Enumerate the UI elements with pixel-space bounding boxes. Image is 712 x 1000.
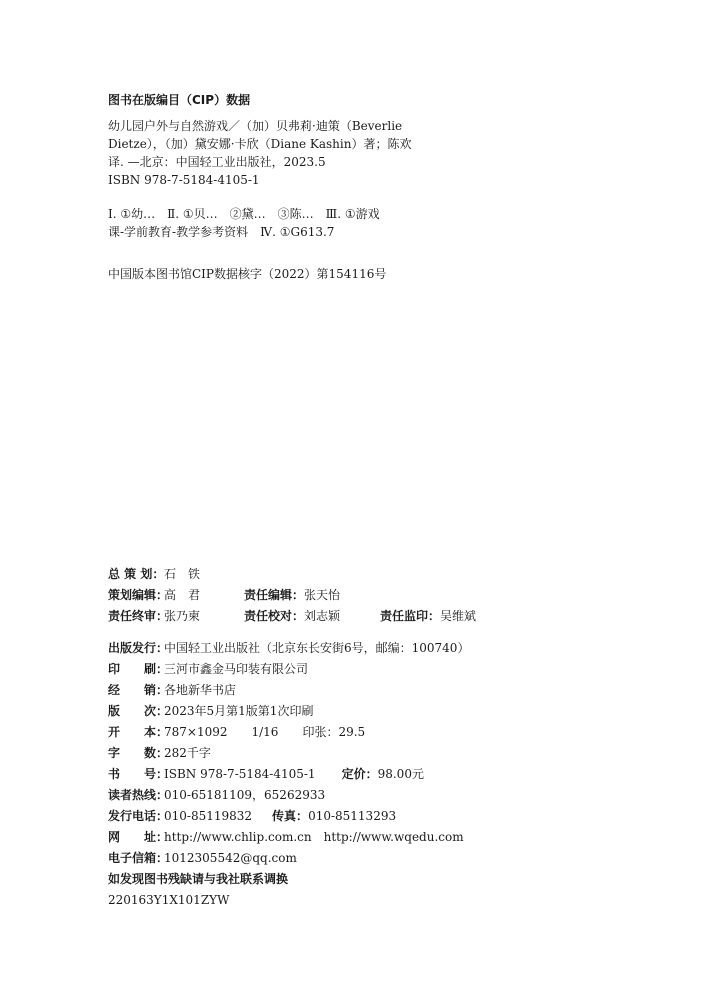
printer-label: 印 刷： [108,662,169,676]
isbn-row [108,764,548,785]
edition-label: 版 次： [108,704,169,718]
fax-value: 010-85113293 [308,809,397,823]
credit-row [108,564,548,585]
responsible-editor-label: 责任编辑： [244,588,305,602]
hotline-label: 读者热线： [108,788,169,802]
proofreader-label: 责任校对： [244,609,305,623]
price-label: 定价： [341,767,378,781]
cip-classification: Ⅰ. ①幼… Ⅱ. ①贝… ②黛… ③陈… Ⅲ. ①游戏 [108,207,380,221]
word-count-row [108,743,548,764]
code-row [108,890,548,911]
edition-value: 2023年5月第1版第1次印刷 [164,704,314,718]
fax-label: 传真： [272,809,309,823]
word-count-value: 282千字 [164,746,211,760]
credit-row [108,585,548,606]
email-row [108,848,548,869]
print-supervisor-value: 吴维斌 [440,609,477,623]
sales-value: 010-85119832 [164,809,253,823]
price-value: 98.00元 [377,767,424,781]
edition-row [108,701,548,722]
cip-line: Dietze），（加）黛安娜·卡欣（Diane Kashin）著；陈欢 [108,137,412,151]
format-label: 开 本： [108,725,169,739]
notice-row [108,869,548,890]
book-code: 220163Y1X101ZYW [108,893,230,907]
cip-isbn: ISBN 978-7-5184-4105-1 [108,173,260,187]
publisher-value: 中国轻工业出版社（北京东长安街6号，邮编：100740） [164,641,470,655]
cip-record-number: 中国版本图书馆CIP数据核字（2022）第154116号 [108,267,387,281]
distributor-label: 经 销： [108,683,169,697]
cip-title: 图书在版编目（CIP）数据 [108,93,251,107]
format-value: 787×1092 1/16 印张：29.5 [164,725,366,739]
isbn-value: ISBN 978-7-5184-4105-1 [164,767,316,781]
distributor-value: 各地新华书店 [164,683,237,697]
email-label: 电子信箱： [108,851,169,865]
cip-block [108,92,412,283]
cip-line: 译. —北京：中国轻工业出版社，2023.5 [108,155,326,169]
hotline-value: 010-65181109，65262933 [164,788,326,802]
cip-line: 幼儿园户外与自然游戏／（加）贝弗莉·迪策（Beverlie [108,119,403,133]
website-value: http://www.chlip.com.cn http://www.wqedu.com [164,830,464,844]
website-row [108,827,548,848]
imprint-block [108,564,548,911]
website-label: 网 址： [108,830,169,844]
planner-label: 总 策 划： [108,567,165,581]
word-count-label: 字 数： [108,746,169,760]
publisher-row [108,638,548,659]
sales-label: 发行电话： [108,809,169,823]
credit-row [108,606,548,627]
printer-value: 三河市鑫金马印装有限公司 [164,662,309,676]
final-review-label: 责任终审： [108,609,169,623]
sales-row [108,806,548,827]
planning-editor-label: 策划编辑： [108,588,169,602]
notice-text: 如发现图书残缺请与我社联系调换 [108,872,289,886]
print-supervisor-label: 责任监印： [380,609,441,623]
responsible-editor-value: 张天怡 [304,588,341,602]
planner-value: 石 铁 [164,567,201,581]
format-row [108,722,548,743]
proofreader-value: 刘志颖 [304,609,341,623]
publisher-label: 出版发行： [108,641,169,655]
distributor-row [108,680,548,701]
planning-editor-value: 高 君 [164,588,201,602]
isbn-label: 书 号： [108,767,169,781]
hotline-row [108,785,548,806]
printer-row [108,659,548,680]
cip-classification: 课-学前教育-教学参考资料 Ⅳ. ①G613.7 [108,225,335,239]
email-value: 1012305542@qq.com [164,851,297,865]
final-review-value: 张乃柬 [164,609,201,623]
